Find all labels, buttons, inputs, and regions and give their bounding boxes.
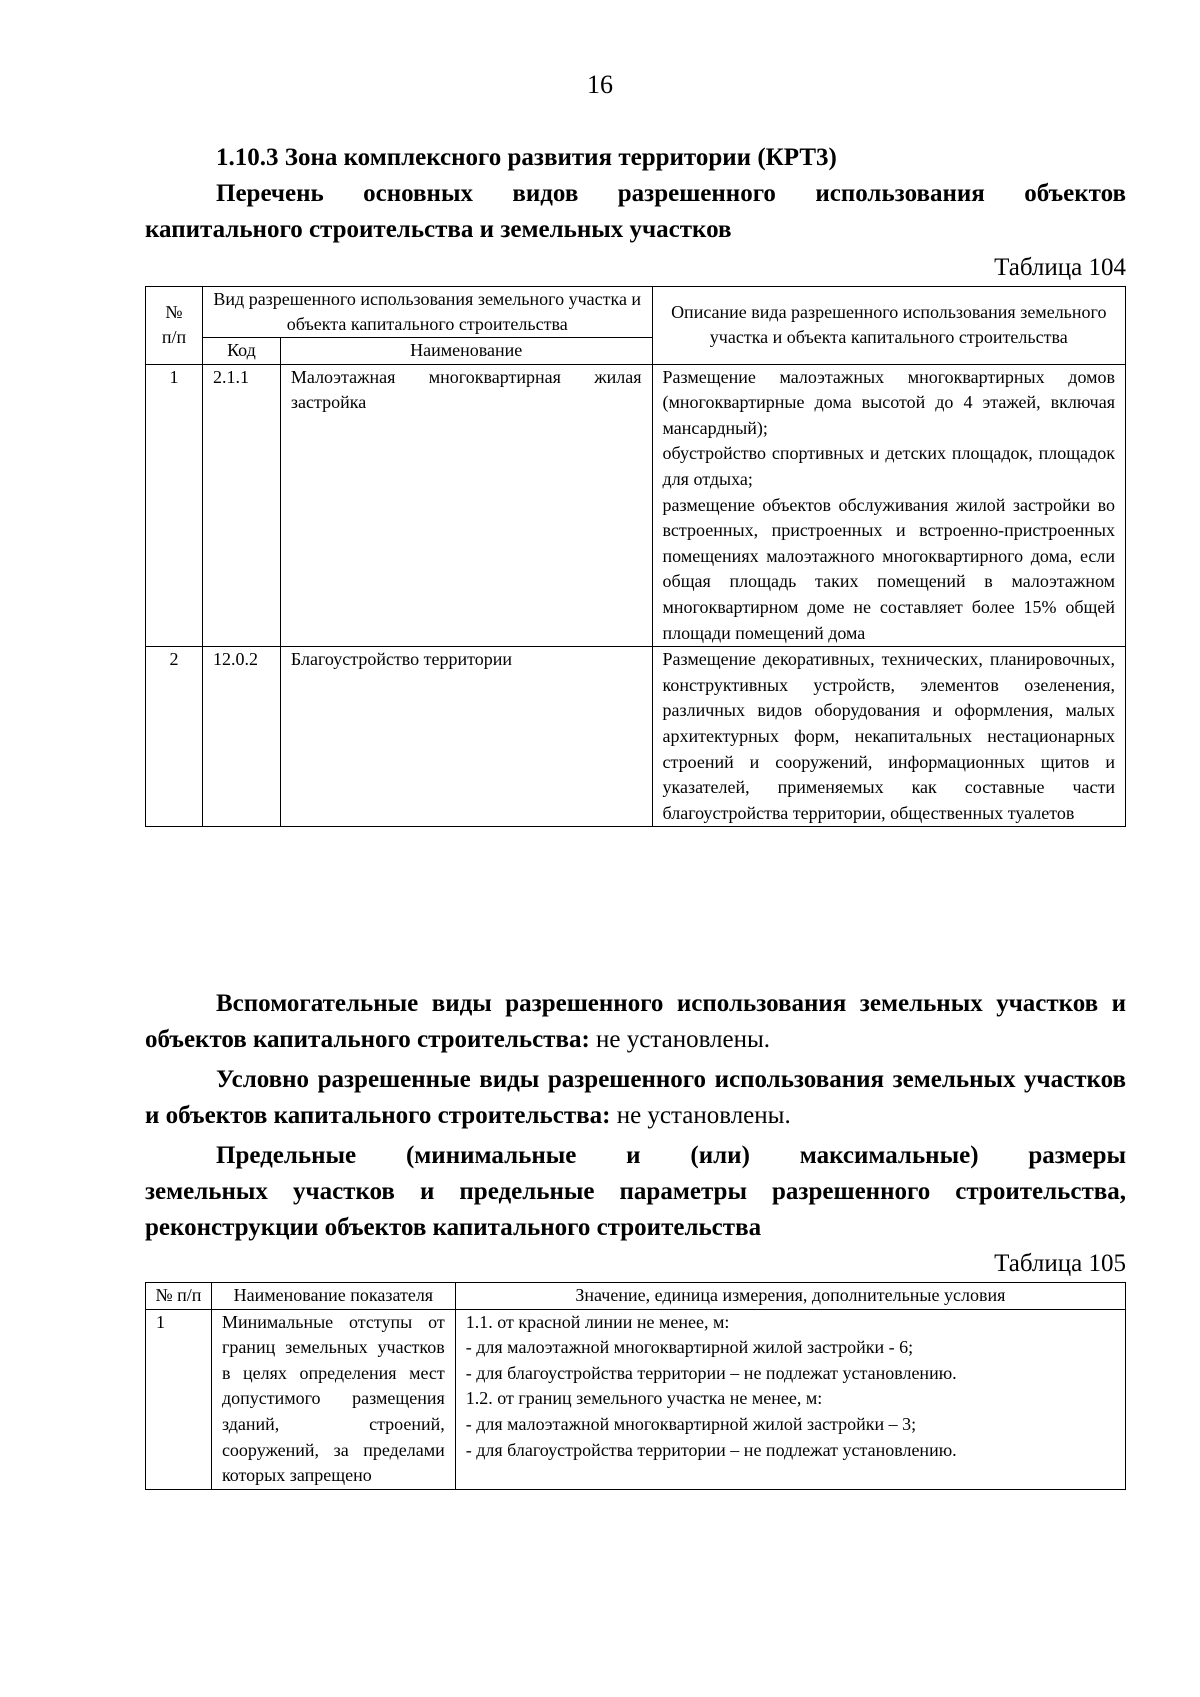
row-num: 1 xyxy=(146,1309,212,1489)
table-105 xyxy=(145,1282,1126,1490)
value-line: - для благоустройства территории – не подлежат установлению. xyxy=(465,1439,957,1460)
row-desc xyxy=(652,647,1125,827)
section-heading: 1.10.3 Зона комплексного развития территории (КРТ3) xyxy=(216,144,837,171)
table-row xyxy=(146,647,1126,827)
value-line: - для благоустройства территории – не подлежат установлению. xyxy=(465,1362,957,1383)
header-name: Наименование показателя xyxy=(211,1283,455,1310)
row-code: 2.1.1 xyxy=(202,364,280,647)
conditional-uses-label: Условно разрешенные виды разрешенного использования земельных участков и объектов капитального строительства: xyxy=(145,1066,1126,1129)
section2-heading-line3: реконструкции объектов капитального строительства xyxy=(145,1214,762,1241)
header-value: Значение, единица измерения, дополнительные условия xyxy=(455,1283,1125,1310)
header-num: № п/п xyxy=(146,1283,212,1310)
auxiliary-uses-label: Вспомогательные виды разрешенного использования земельных участков и объектов капитального строительства: xyxy=(145,990,1126,1053)
row-value xyxy=(455,1309,1125,1489)
desc-paragraph: Размещение малоэтажных многоквартирных домов (многоквартирные дома высотой до 4 этажей, включая мансардный); xyxy=(662,366,1115,438)
section2-heading-line1: Предельные (минимальные и (или) максимальные) размеры xyxy=(216,1142,1126,1169)
header-name: Наименование xyxy=(280,338,652,365)
table-104 xyxy=(145,286,1126,827)
header-num: № п/п xyxy=(146,287,203,365)
value-line: 1.1. от красной линии не менее, м: xyxy=(465,1311,730,1332)
auxiliary-uses-value: не установлены. xyxy=(589,1026,771,1053)
auxiliary-uses-paragraph xyxy=(145,986,1126,1058)
table-row xyxy=(146,364,1126,647)
desc-paragraph: размещение объектов обслуживания жилой застройки во встроенных, пристроенных и встроенно-пристроенных помещениях малоэтажного многоквартирного дома, если общая площадь таких помещений в малоэтажном многоквартирном доме не составляет более 15% общей площади помещений дома xyxy=(662,494,1115,643)
row-desc xyxy=(652,364,1125,647)
header-code: Код xyxy=(202,338,280,365)
row-name: Минимальные отступы от границ земельных участков в целях определения мест допустимого размещения зданий, строений, сооружений, за пределами которых запрещено xyxy=(211,1309,455,1489)
table-header-row xyxy=(146,1283,1126,1310)
table-105-caption: Таблица 105 xyxy=(994,1250,1126,1277)
value-line: 1.2. от границ земельного участка не менее, м: xyxy=(465,1388,823,1409)
table-row xyxy=(146,1309,1126,1489)
row-num: 2 xyxy=(146,647,203,827)
desc-paragraph: обустройство спортивных и детских площадок, площадок для отдыха; xyxy=(662,443,1115,489)
table-header-row xyxy=(146,287,1126,338)
row-name: Благоустройство территории xyxy=(280,647,652,827)
row-code: 12.0.2 xyxy=(202,647,280,827)
value-line: - для малоэтажной многоквартирной жилой застройки - 6; xyxy=(465,1337,914,1358)
conditional-uses-value: не установлены. xyxy=(610,1102,791,1129)
section2-heading-line2: земельных участков и предельные параметры разрешенного строительства, xyxy=(145,1178,1126,1205)
row-num: 1 xyxy=(146,364,203,647)
value-line: - для малоэтажной многоквартирной жилой застройки – 3; xyxy=(465,1413,917,1434)
table-104-caption: Таблица 104 xyxy=(994,254,1126,281)
page-number: 16 xyxy=(587,70,613,99)
header-kind: Вид разрешенного использования земельного участка и объекта капитального строительства xyxy=(202,287,652,338)
desc-paragraph: Размещение декоративных, технических, планировочных, конструктивных устройств, элементов озеленения, различных видов оборудования и оформления, малых архитектурных форм, некапитальных нестационарных строений и сооружений, информационных щитов и указателей, применяемых как составные части благоустройства территории, общественных туалетов xyxy=(662,649,1115,823)
row-name: Малоэтажная многоквартирная жилая застройка xyxy=(280,364,652,647)
conditional-uses-paragraph xyxy=(145,1062,1126,1134)
header-desc: Описание вида разрешенного использования земельного участка и объекта капитального строительства xyxy=(652,287,1125,365)
section-subheading-line1: Перечень основных видов разрешенного использования объектов xyxy=(216,180,1126,207)
section-subheading-line2: капитального строительства и земельных участков xyxy=(145,216,732,243)
